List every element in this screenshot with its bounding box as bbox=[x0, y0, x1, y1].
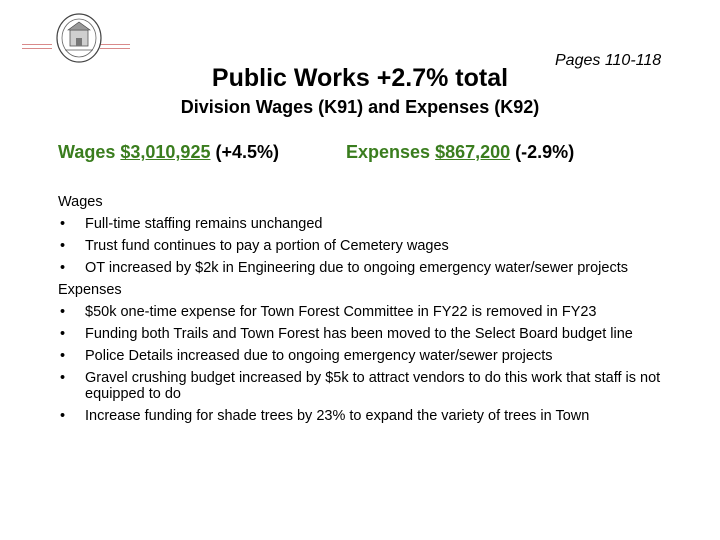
expenses-summary bbox=[346, 142, 574, 163]
list-item-text: OT increased by $2k in Engineering due to ongoing emergency water/sewer projects bbox=[85, 260, 628, 276]
bullet-content bbox=[58, 192, 668, 426]
list-item bbox=[58, 406, 668, 426]
list-item bbox=[58, 214, 668, 234]
list-item-text: Police Details increased due to ongoing emergency water/sewer projects bbox=[85, 348, 553, 364]
bullet-dot: • bbox=[60, 238, 66, 254]
list-item-text: $50k one-time expense for Town Forest Committee in FY22 is removed in FY23 bbox=[85, 304, 597, 320]
expenses-label: Expenses bbox=[346, 142, 431, 162]
bullet-dot: • bbox=[60, 304, 66, 320]
bullet-dot: • bbox=[60, 326, 66, 342]
list-item bbox=[58, 236, 668, 256]
expenses-amount: $867,200 bbox=[435, 142, 511, 162]
list-item-text: Gravel crushing budget increased by $5k to attract vendors to do this work that staff is not equipped to do bbox=[85, 370, 661, 402]
list-item bbox=[58, 324, 668, 344]
list-item-text: Full-time staffing remains unchanged bbox=[85, 216, 323, 232]
list-item-text: Increase funding for shade trees by 23% to expand the variety of trees in Town bbox=[85, 408, 590, 424]
list-item bbox=[58, 258, 668, 278]
list-item bbox=[58, 368, 668, 404]
wages-amount: $3,010,925 bbox=[120, 142, 211, 162]
slide-subtitle: Division Wages (K91) and Expenses (K92) bbox=[180, 97, 540, 117]
slide-title: Public Works +2.7% total bbox=[211, 64, 509, 92]
pages-reference: Pages 110-118 bbox=[555, 52, 662, 69]
expenses-change: (-2.9%) bbox=[515, 142, 575, 162]
bullet-dot: • bbox=[60, 348, 66, 364]
bullet-dot: • bbox=[60, 216, 66, 232]
town-seal-logo bbox=[55, 12, 103, 64]
list-item-text: Trust fund continues to pay a portion of Cemetery wages bbox=[85, 238, 449, 254]
bullet-dot: • bbox=[60, 408, 66, 424]
list-item bbox=[58, 302, 668, 322]
wages-summary bbox=[58, 142, 279, 163]
list-item-text: Funding both Trails and Town Forest has been moved to the Select Board budget line bbox=[85, 326, 633, 342]
wages-change: (+4.5%) bbox=[215, 142, 280, 162]
section-heading-expenses: Expenses bbox=[58, 282, 122, 298]
section-heading-wages: Wages bbox=[58, 194, 103, 210]
bullet-dot: • bbox=[60, 370, 66, 386]
bullet-dot: • bbox=[60, 260, 66, 276]
wages-label: Wages bbox=[58, 142, 116, 162]
list-item bbox=[58, 346, 668, 366]
